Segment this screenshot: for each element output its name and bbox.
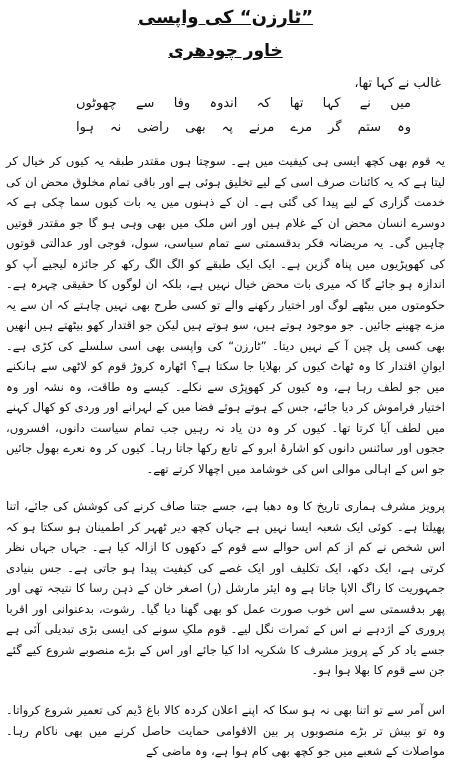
intro-line: غالب نے کہا تھا،: [354, 76, 441, 91]
verse-line-1: میں نے کہا تھا کہ اندوہ وفا سے چھوٹوں: [76, 96, 411, 111]
verse-line-2: وہ ستم گر مرے مرنے پہ بھی راضی نہ ہوا: [76, 120, 411, 135]
paragraph-1: یہ قوم بھی کچھ ایسی ہی کیفیت میں ہے۔ سوچتا ہوں مقتدر طبقہ یہ کیوں کر خیال کر لیتا ہے کہ یہ کائنات صرف اسی کے لیے تخلیق ہوئی ہے اور باقی تمام مخلوق محض ان کی خدمت گزاری کے لیے پیدا کی گئی ہے۔ ان کے ذہنوں میں یہ بات کیوں سما چکی ہے کہ دوسرے انسان محض ان کے غلام ہیں اور اس ملک میں بھی وہی ہو گا جو مقتدر قوتیں چاہیں گی۔ یہ مریضانہ فکر بدقسمتی سے تمام سیاسی، سول، فوجی اور عدالتی قوتوں کی کھوپڑیوں میں پناہ گزین ہے۔ ایک ایک طبقے کو الگ الگ رکھ کر جائزہ لیجیے آپ کو اندازہ ہو جائے گا کہ میری بات محض خیال نہیں ہے، بلکہ ان لوگوں کا حقیقی چہرہ ہے۔ حکومتوں میں بیٹھے لوگ اور اختیار رکھنے والے تو کسی طرح بھی نہیں چاہتے کہ ان سے یہ مزے چھینے جائیں۔ جو موجود ہوتے ہیں، سو ہوتے ہیں لیکن جو اقتدار کھو بیٹھتے ہیں انھیں بھی کسی پل چین آ کے نہیں دیتا۔ ”ٹارزن“ کی واپسی بھی اسی سلسلے کی کڑی ہے۔ ایوانِ اقتدار کا وہ ٹھاٹ کیوں کر بھلایا جا سکتا ہے؟ اٹھارہ کروڑ قوم کو لاٹھی سے ہانکنے میں جو لطف رہا ہے، وہ کیوں کر کھوپڑی سے نکلے۔ کیسے وہ طاقت، وہ نشہ اور وہ اختیار فراموش کر دیا جائے، جس کے ہوتے ہوئے فضا میں کے لہرانے اور وردی کو کھال کہنے میں لطف آیا کرتا تھا۔ کیوں کر وہ دن یاد نہ رہیں جب تمام سیاست دانوں، افسروں، ججوں اور سائنس دانوں کو اشارۂ ابرو کے تابع رکھا جاتا رہا۔ کیوں کر وہ نعرے بھول جائیں جو اس کے اہالی موالی اس کی خوشامد میں اچھالا کرتے تھے۔: [6, 154, 445, 476]
author-name: خاور چودھری: [168, 41, 283, 61]
article-title: ”ٹارزن“ کی واپسی: [137, 7, 314, 28]
paragraph-2: پرویز مشرف ہماری تاریخ کا وہ دھبا ہے، جسے جتنا صاف کرنے کی کوشش کی جائے، اتنا پھیلتا ہے۔ کوئی ایک شعبہ ایسا نہیں ہے جہاں کچھ دیر ٹھہر کر اطمینان ہو سکتا ہو کہ اس شخص نے کم از کم اس حوالے سے قوم کے دکھوں کا ازالہ کیا ہے۔ جہاں جہاں نظر کرتی ہے، ایک دکھ، ایک تکلیف اور ایک غصے کی کیفیت پیدا ہو جاتی ہے۔ جس بنیادی جمہوریت کا راگ الاپا جاتا ہے وہ ایئر مارشل (ر) اصغر خان کے ذہن رسا کا نتیجہ تھی اور پھر بدقسمتی سے اس خوب صورت عمل کو بھی گھنا دیا گیا۔ رشوت، بدعنوانی اور اقربا پروری کے اژدہے نے اس کے ثمرات نگل لیے۔ قوم ملکِ سونے کی ایسی بڑی تبدیلی آئی ہے جسے یاد کر کے پرویز مشرف کا شکریہ ادا کیا جائے اور اس کے بڑے منصوبے شروع کیے گئے جن سے قوم کا بھلا ہوا ہو۔: [6, 499, 445, 677]
paragraph-3: اس آمر سے تو اتنا بھی نہ ہو سکا کہ اپنے اعلان کردہ کالا باغ ڈیم کی تعمیر شروع کرواتا۔ وہ تو بیش تر بڑے منصوبوں پر بین الاقوامی حمایت حاصل کرنے میں بھی ناکام رہا۔ مواصلات کے شعبے میں جو کچھ بھی کام ہوا ہے، وہ ماضی کے: [6, 703, 445, 758]
